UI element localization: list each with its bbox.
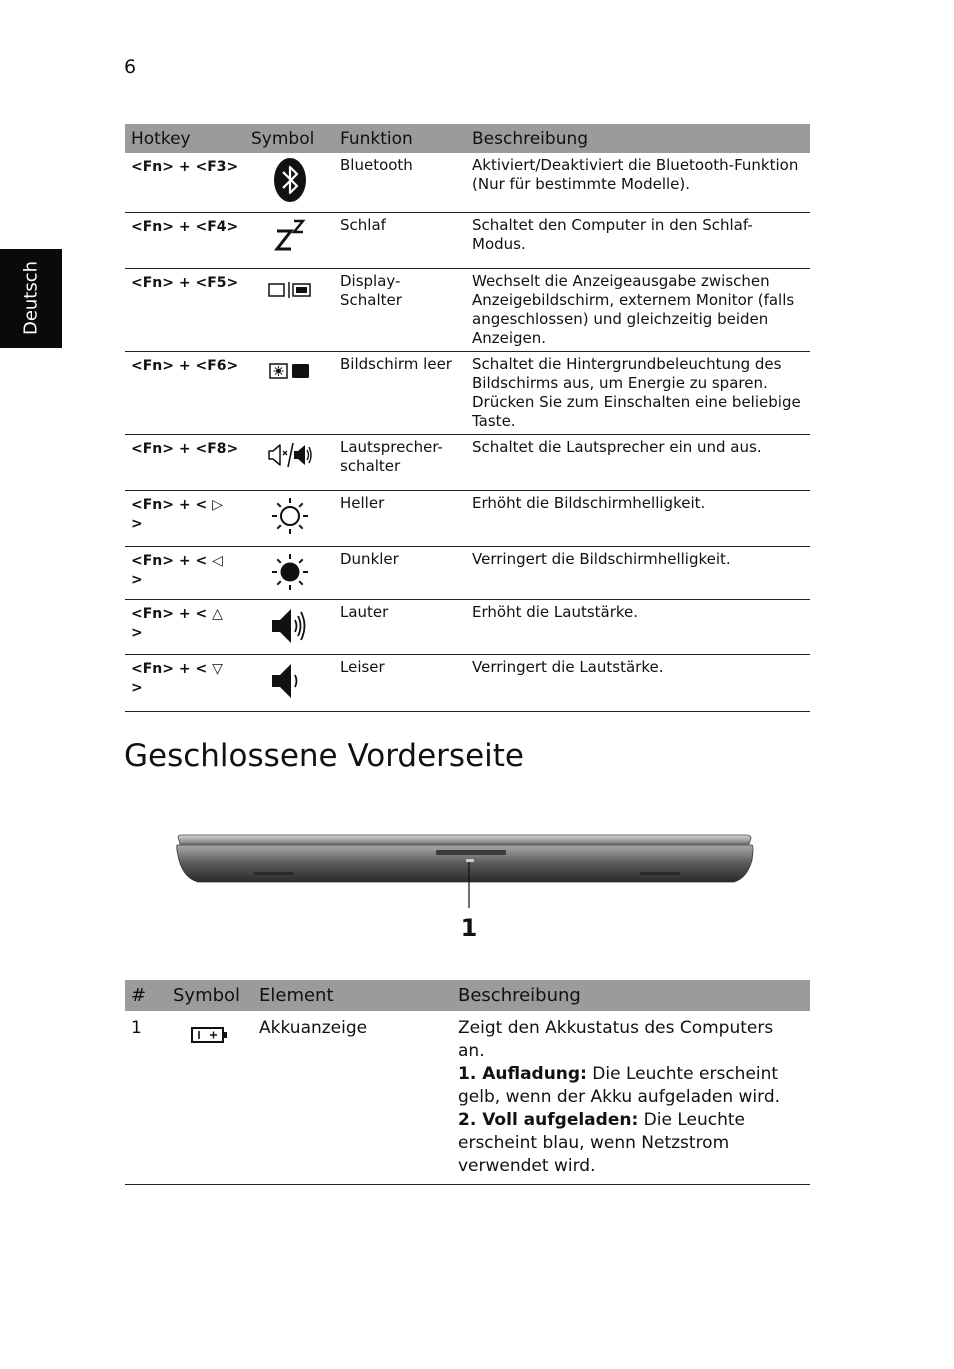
item-1-text: Die Leuchte erscheint gelb, wenn der Akku aufgeladen wird. <box>458 1064 781 1107</box>
bluetooth-icon <box>273 157 307 203</box>
laptop-front-illustration <box>174 826 758 946</box>
hotkey-cell: <Fn> + <F6> <box>125 351 245 434</box>
side-tab-label: Deutsch <box>20 260 42 336</box>
description-cell: Verringert die Lautstärke. <box>466 654 810 711</box>
hotkey-cell: <Fn> + <F4> <box>125 212 245 268</box>
hotkey-cell: <Fn> + <F3> <box>125 153 245 212</box>
table-row <box>125 434 810 490</box>
header-description: Beschreibung <box>452 980 810 1011</box>
element-cell: Akkuanzeige <box>253 1011 452 1185</box>
header-symbol: Symbol <box>245 124 334 153</box>
description-cell: Schaltet den Computer in den Schlaf-Modus. <box>466 212 810 268</box>
number-cell: 1 <box>125 1011 167 1185</box>
table-row <box>125 654 810 711</box>
hotkey-cell: <Fn> + < ◁ > <box>125 546 245 599</box>
element-table <box>125 980 810 1185</box>
brightness-up-icon <box>269 495 311 537</box>
hotkey-table-header <box>125 124 810 153</box>
hotkey-cell: <Fn> + <F8> <box>125 434 245 490</box>
description-item-2 <box>458 1109 804 1178</box>
hotkey-table <box>125 124 810 712</box>
header-function: Funktion <box>334 124 466 153</box>
header-hotkey: Hotkey <box>125 124 245 153</box>
function-cell: Lauter <box>334 599 466 654</box>
brightness-down-icon <box>269 551 311 593</box>
description-cell: Erhöht die Lautstärke. <box>466 599 810 654</box>
description-cell: Wechselt die Anzeigeausgabe zwischen Anzeigebildschirm, externem Monitor (falls angeschlossen) und gleichzeitig beiden Anzeigen. <box>466 268 810 351</box>
item-1-label: 1. Aufladung: <box>458 1064 587 1084</box>
function-cell: Bluetooth <box>334 153 466 212</box>
table-row <box>125 351 810 434</box>
table-row <box>125 268 810 351</box>
sleep-icon <box>273 217 307 253</box>
function-cell: Heller <box>334 490 466 546</box>
hotkey-cell: <Fn> + < ▽ > <box>125 654 245 711</box>
function-cell: Schlaf <box>334 212 466 268</box>
function-cell: Leiser <box>334 654 466 711</box>
table-row <box>125 599 810 654</box>
table-row <box>125 153 810 212</box>
battery-indicator-icon <box>190 1025 230 1045</box>
element-table-header <box>125 980 810 1011</box>
hotkey-cell: <Fn> + < ▷ > <box>125 490 245 546</box>
item-2-label: 2. Voll aufgeladen: <box>458 1110 639 1130</box>
header-element: Element <box>253 980 452 1011</box>
section-title: Geschlossene Vorderseite <box>124 738 524 774</box>
item-2-text: Die Leuchte erscheint blau, wenn Netzstrom verwendet wird. <box>458 1110 745 1176</box>
speaker-toggle-icon <box>266 439 314 471</box>
volume-down-icon <box>269 659 311 703</box>
header-description: Beschreibung <box>466 124 810 153</box>
table-row <box>125 490 810 546</box>
function-cell: Display-Schalter <box>334 268 466 351</box>
description-intro: Zeigt den Akkustatus des Computers an. <box>458 1018 774 1061</box>
description-cell <box>452 1011 810 1185</box>
function-cell: Bildschirm leer <box>334 351 466 434</box>
description-cell: Verringert die Bildschirmhelligkeit. <box>466 546 810 599</box>
description-cell: Erhöht die Bildschirmhelligkeit. <box>466 490 810 546</box>
description-cell: Schaltet die Lautsprecher ein und aus. <box>466 434 810 490</box>
table-row <box>125 212 810 268</box>
table-row <box>125 546 810 599</box>
description-cell: Aktiviert/Deaktiviert die Bluetooth-Funktion (Nur für bestimmte Modelle). <box>466 153 810 212</box>
hotkey-cell: <Fn> + < △ > <box>125 599 245 654</box>
header-number: # <box>125 980 167 1011</box>
function-cell: Dunkler <box>334 546 466 599</box>
display-toggle-icon <box>267 273 313 305</box>
header-symbol: Symbol <box>167 980 253 1011</box>
function-cell: Lautsprecher-schalter <box>334 434 466 490</box>
page-number: 6 <box>124 56 137 78</box>
table-row <box>125 1011 810 1185</box>
description-cell: Schaltet die Hintergrundbeleuchtung des Bildschirms aus, um Energie zu sparen. Drücken Sie zum Einschalten eine beliebige Taste. <box>466 351 810 434</box>
volume-up-icon <box>269 604 311 648</box>
hotkey-cell: <Fn> + <F5> <box>125 268 245 351</box>
screen-blank-icon <box>267 356 313 386</box>
callout-number: 1 <box>460 914 478 942</box>
language-side-tab <box>0 249 62 348</box>
description-item-1 <box>458 1063 804 1109</box>
